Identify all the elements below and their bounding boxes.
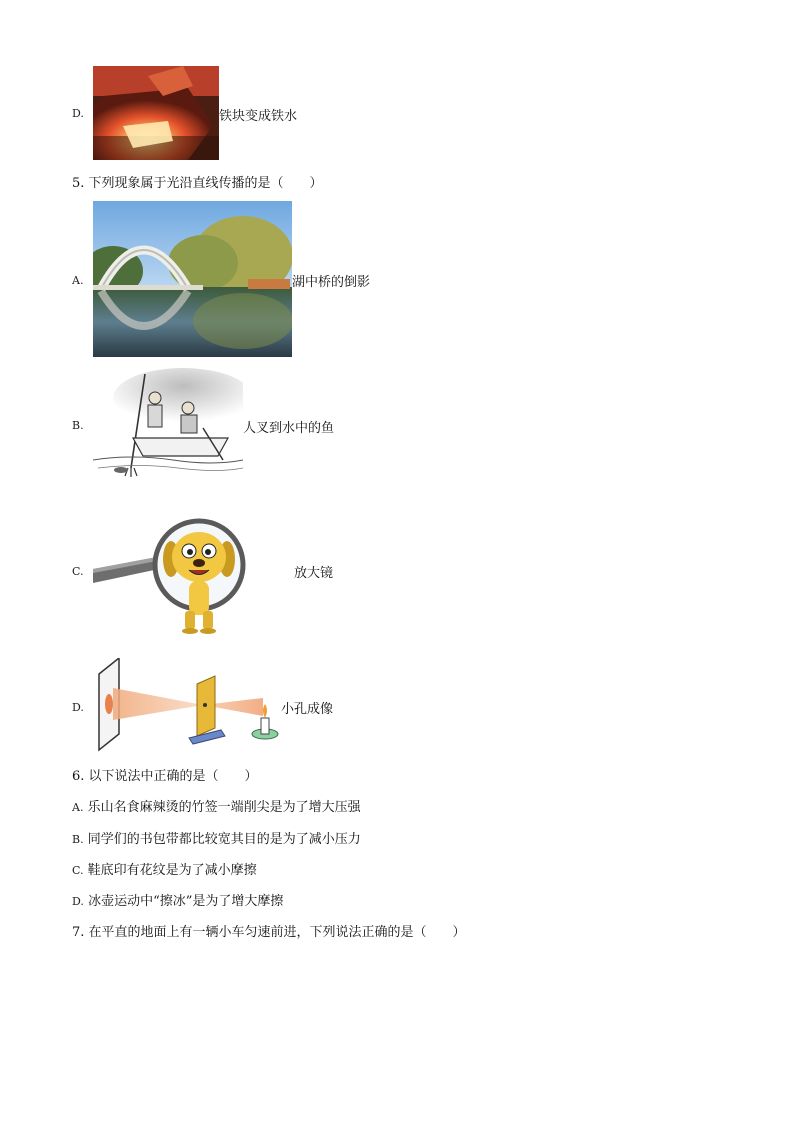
option-caption: 放大镜 <box>294 566 334 581</box>
option-label: D. <box>72 701 84 714</box>
magnifier-dog-image <box>93 507 247 644</box>
question-stem <box>72 921 466 940</box>
option-caption: 小孔成像 <box>281 702 334 717</box>
option-label: D. <box>72 895 84 908</box>
option-text: 乐山名食麻辣烫的竹签一端削尖是为了增大压强 <box>87 800 361 815</box>
option-caption: 铁块变成铁水 <box>219 109 298 124</box>
answer-option-d <box>72 890 283 909</box>
question-number: 6. <box>72 769 85 784</box>
option-label: B. <box>72 833 84 846</box>
option-text: 鞋底印有花纹是为了减小摩擦 <box>87 863 257 878</box>
option-label: C. <box>72 565 84 578</box>
answer-option-b <box>72 828 361 847</box>
option-label: A. <box>72 801 84 814</box>
question-text: 下列现象属于光沿直线传播的是（ ） <box>88 176 323 191</box>
pinhole-imaging-diagram <box>93 658 281 752</box>
bridge-reflection-image <box>93 201 292 357</box>
question-text: 在平直的地面上有一辆小车匀速前进，下列说法正确的是（ ） <box>88 925 466 940</box>
question-number: 7. <box>72 925 85 940</box>
question-text: 以下说法中正确的是（ ） <box>88 769 258 784</box>
boat-fishing-image <box>93 368 243 480</box>
option-text: 冰壶运动中“擦冰”是为了增大摩擦 <box>88 894 284 909</box>
option-label: D. <box>72 107 84 120</box>
option-label: A. <box>72 274 84 287</box>
question-stem <box>72 765 258 784</box>
answer-option-a <box>72 796 361 815</box>
molten-iron-image <box>93 66 219 160</box>
option-label: B. <box>72 419 84 432</box>
option-caption: 湖中桥的倒影 <box>292 275 371 290</box>
option-text: 同学们的书包带都比较宽其目的是为了减小压力 <box>87 832 361 847</box>
option-caption: 人叉到水中的鱼 <box>243 421 335 436</box>
option-label: C. <box>72 864 84 877</box>
question-number: 5. <box>72 176 85 191</box>
answer-option-c <box>72 859 257 878</box>
question-stem <box>72 172 323 191</box>
